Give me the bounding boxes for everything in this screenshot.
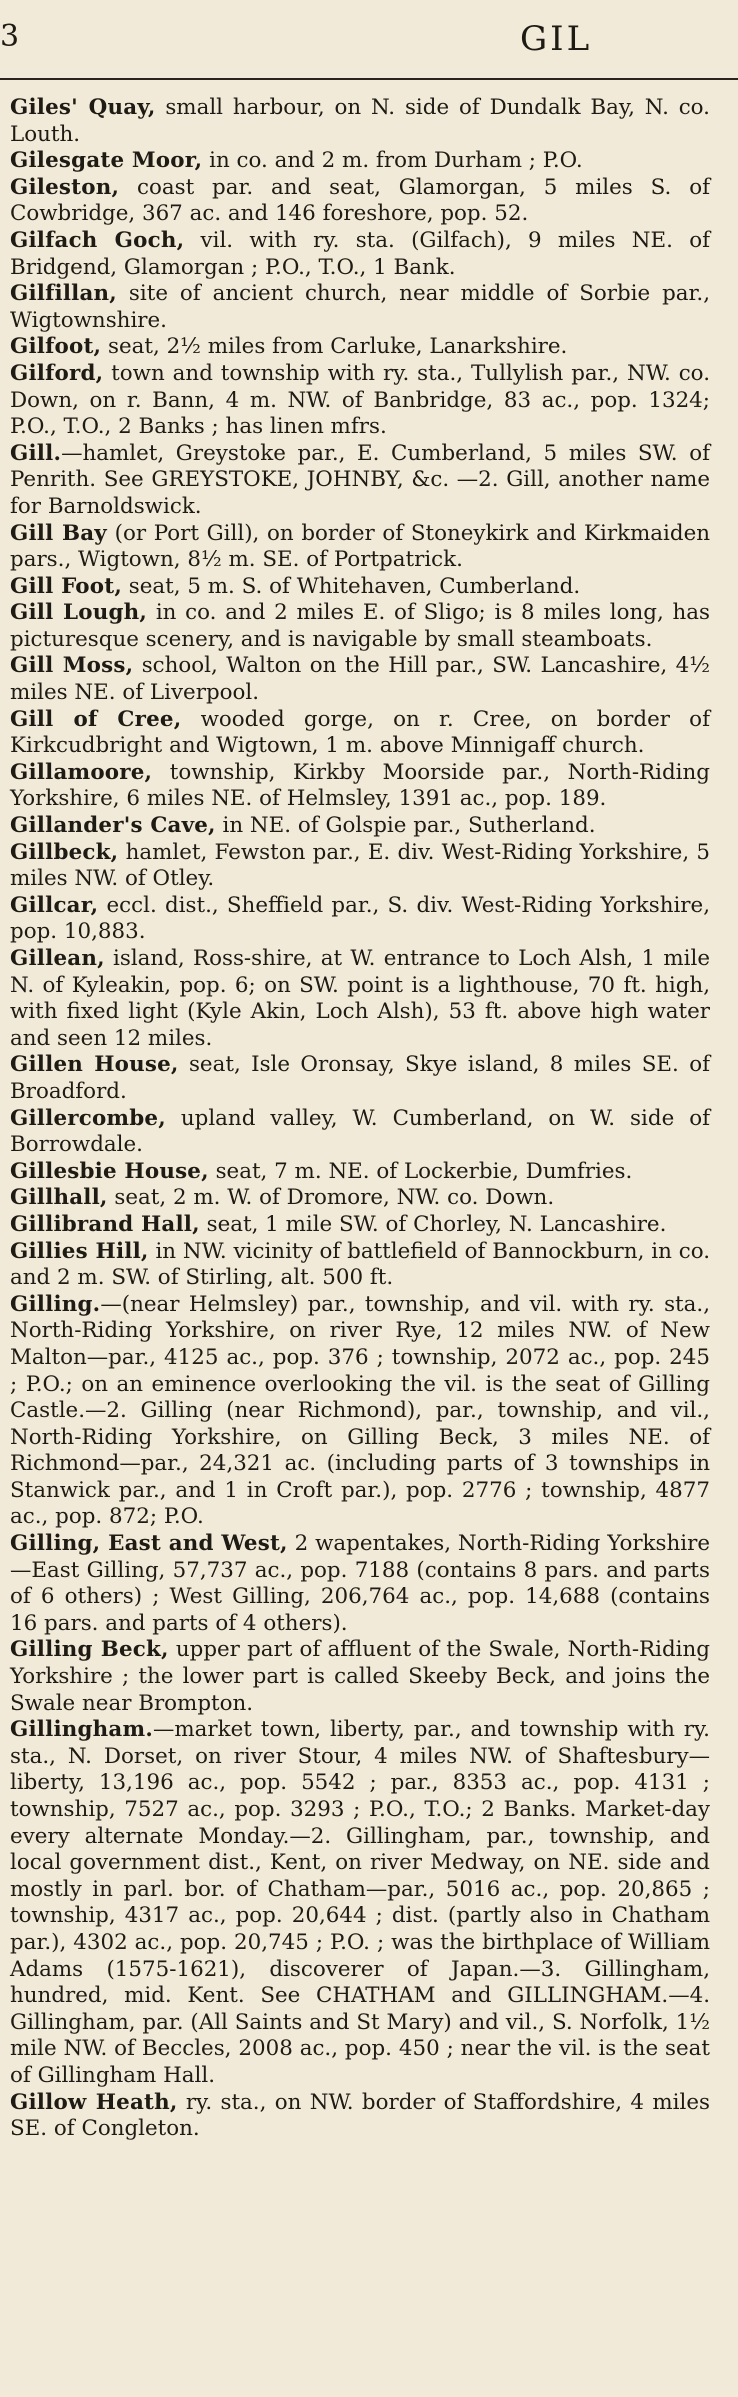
entry-headword: Gillow Heath, xyxy=(10,2089,178,2115)
entry-headword: Gilling. xyxy=(10,1291,101,1317)
entry-text: eccl. dist., Sheffield par., S. div. West-Riding Yorkshire, pop. 10,883. xyxy=(10,892,710,945)
entry xyxy=(10,760,710,813)
entry xyxy=(10,2090,710,2143)
entry-text: —market town, liberty, par., and township with ry. sta., N. Dorset, on river Stour, 4 miles NW. of Shaftesbury—liberty, 13,196 ac., pop. 5542 ; par., 8353 ac., pop. 4131 ; township, 7527 ac., pop. 3293 ; P.O., T.O.; 2 Banks. Market-day every alternate Monday.—2. Gillingham, par., township, and local government dist., Kent, on river Medway, on NE. side and mostly in parl. bor. of Chatham—par., 5016 ac., pop. 20,865 ; township, 4317 ac., pop. 20,644 ; dist. (partly also in Chatham par.), 4302 ac., pop. 20,745 ; P.O. ; was the birthplace of William Adams (1575-1621), discoverer of Japan.—3. Gillingham, hundred, mid. Kent. See CHATHAM and GILLINGHAM.—4. Gillingham, par. (All Saints and St Mary) and vil., S. Norfolk, 1½ mile NW. of Beccles, 2008 ac., pop. 450 ; near the vil. is the seat of Gillingham Hall. xyxy=(10,1717,710,2088)
entry-headword: Gillhall, xyxy=(10,1185,108,1211)
entry-headword: Gilford, xyxy=(10,360,104,386)
entry-text: coast par. and seat, Glamorgan, 5 miles S. of Cowbridge, 367 ac. and 146 foreshore, pop. 52. xyxy=(10,174,710,227)
entry xyxy=(10,1637,710,1717)
entry-text: upland valley, W. Cumberland, on W. side of Borrowdale. xyxy=(10,1105,710,1158)
entry xyxy=(10,228,710,281)
entry-text: 2 wapentakes, North-Riding Yorkshire—East Gilling, 57,737 ac., pop. 7188 (contains 8 pars. and parts of 6 others) ; West Gilling, 206,764 ac., pop. 14,688 (contains 16 pars. and parts of 4 others). xyxy=(10,1531,711,1636)
entry-text: wooded gorge, on r. Cree, on border of Kirkcudbright and Wigtown, 1 m. above Minnigaff church. xyxy=(10,706,710,759)
entry-text: township, Kirkby Moorside par., North-Riding Yorkshire, 6 miles NE. of Helmsley, 1391 ac., pop. 189. xyxy=(10,759,710,812)
entry-headword: Gillibrand Hall, xyxy=(10,1211,200,1237)
header-rule xyxy=(0,78,738,80)
entry-text: school, Walton on the Hill par., SW. Lancashire, 4½ miles NE. of Liverpool. xyxy=(10,653,710,706)
entry xyxy=(10,574,710,601)
running-head: GIL xyxy=(520,19,593,59)
entry-text: seat, 2 m. W. of Dromore, NW. co. Down. xyxy=(107,1185,555,1211)
entry-headword: Gill Moss, xyxy=(10,653,134,679)
entry xyxy=(10,600,710,653)
entry-headword: Gill Bay xyxy=(10,520,107,546)
entry-text: in co. and 2 miles E. of Sligo; is 8 miles long, has picturesque scenery, and is navigable by small steamboats. xyxy=(10,600,710,652)
entry xyxy=(10,1052,710,1105)
entry xyxy=(10,1185,710,1212)
entry-text: small harbour, on N. side of Dundalk Bay, N. co. Louth. xyxy=(10,95,710,147)
entry xyxy=(10,441,710,521)
entry-headword: Gillies Hill, xyxy=(10,1238,149,1264)
entry-headword: Gilfillan, xyxy=(10,281,117,307)
entry-text: site of ancient church, near middle of Sorbie par., Wigtownshire. xyxy=(10,281,710,333)
entry xyxy=(10,1106,710,1159)
entry-headword: Gill of Cree, xyxy=(10,706,182,732)
entry-headword: Gill Foot, xyxy=(10,573,122,599)
page-number: 3 xyxy=(0,19,20,54)
entry-text: in NE. of Golspie par., Sutherland. xyxy=(215,813,596,839)
entry-headword: Gill. xyxy=(10,440,62,466)
entry-headword: Gillingham. xyxy=(10,1717,153,1743)
gazetteer-entries xyxy=(10,95,710,2143)
entry-text: island, Ross-shire, at W. entrance to Loch Alsh, 1 mile N. of Kyleakin, pop. 6; on SW. point is a lighthouse, 70 ft. high, with fixed light (Kyle Akin, Loch Alsh), 53 ft. above high water and seen 12 miles. xyxy=(10,946,710,1051)
entry xyxy=(10,893,710,946)
entry xyxy=(10,840,710,893)
entry-text: —hamlet, Greystoke par., E. Cumberland, 5 miles SW. of Penrith. See GREYSTOKE, JOHNBY, &c. —2. Gill, another name for Barnoldswick. xyxy=(10,440,710,519)
entry xyxy=(10,813,710,840)
entry xyxy=(10,95,710,148)
entry-text: vil. with ry. sta. (Gilfach), 9 miles NE. of Bridgend, Glamorgan ; P.O., T.O., 1 Bank. xyxy=(10,227,710,280)
entry-text: hamlet, Fewston par., E. div. West-Riding Yorkshire, 5 miles NW. of Otley. xyxy=(10,839,710,892)
entry-headword: Gileston, xyxy=(10,174,120,200)
entry-text: in NW. vicinity of battlefield of Bannockburn, in co. and 2 m. SW. of Stirling, alt. 500 ft. xyxy=(10,1238,710,1291)
entry-headword: Gilfach Goch, xyxy=(10,227,185,253)
page-header xyxy=(0,0,738,88)
entry-headword: Gill Lough, xyxy=(10,600,148,626)
entry-text: seat, 7 m. NE. of Lockerbie, Dumfries. xyxy=(208,1158,633,1184)
entry xyxy=(10,1531,710,1637)
entry-headword: Gillcar, xyxy=(10,892,99,918)
entry-text: in co. and 2 m. from Durham ; P.O. xyxy=(202,148,583,174)
entry xyxy=(10,281,710,334)
entry xyxy=(10,1292,710,1531)
entry-headword: Gillean, xyxy=(10,946,105,971)
entry-headword: Gilesgate Moor, xyxy=(10,148,203,174)
entry-text: town and township with ry. sta., Tullylish par., NW. co. Down, on r. Bann, 4 m. NW. of Banbridge, 83 ac., pop. 1324; P.O., T.O., 2 Banks ; has linen mfrs. xyxy=(10,360,710,440)
entry-headword: Giles' Quay, xyxy=(10,95,156,120)
entry-headword: Gillander's Cave, xyxy=(10,813,216,839)
entry xyxy=(10,175,710,228)
entry xyxy=(10,148,710,175)
entry-text: upper part of affluent of the Swale, North-Riding Yorkshire ; the lower part is called Skeeby Beck, and joins the Swale near Brompton. xyxy=(10,1637,710,1716)
entry xyxy=(10,1239,710,1292)
entry xyxy=(10,1717,710,2089)
entry-text: seat, 5 m. S. of Whitehaven, Cumberland. xyxy=(121,573,581,599)
entry xyxy=(10,334,710,361)
entry-headword: Gillbeck, xyxy=(10,839,119,865)
entry-headword: Gillesbie House, xyxy=(10,1158,209,1184)
entry-text: seat, 1 mile SW. of Chorley, N. Lancashire. xyxy=(199,1211,667,1237)
entry xyxy=(10,653,710,706)
entry xyxy=(10,1212,710,1239)
entry-text: ry. sta., on NW. border of Staffordshire, 4 miles SE. of Congleton. xyxy=(10,2089,710,2142)
entry-text: —(near Helmsley) par., township, and vil. with ry. sta., North-Riding Yorkshire, on river Rye, 12 miles NW. of New Malton—par., 4125 ac., pop. 376 ; township, 2072 ac., pop. 245 ; P.O.; on an eminence overlooking the vil. is the seat of Gilling Castle.—2. Gilling (near Richmond), par., township, and vil., North-Riding Yorkshire, on Gilling Beck, 3 miles NE. of Richmond—par., 24,321 ac. (including parts of 3 townships in Stanwick par., and 1 in Croft par.), pop. 2776 ; township, 4877 ac., pop. 872; P.O. xyxy=(10,1291,710,1530)
entry-text: seat, Isle Oronsay, Skye island, 8 miles SE. of Broadford. xyxy=(10,1052,711,1104)
entry xyxy=(10,521,710,574)
entry xyxy=(10,946,710,1052)
entry-headword: Gillen House, xyxy=(10,1052,179,1078)
entry xyxy=(10,1159,710,1186)
entry-text: seat, 2½ miles from Carluke, Lanarkshire. xyxy=(101,334,568,360)
entry-headword: Gilling Beck, xyxy=(10,1637,169,1663)
entry-headword: Gillamoore, xyxy=(10,759,153,785)
entry-headword: Gilfoot, xyxy=(10,334,102,360)
entry-headword: Gillercombe, xyxy=(10,1105,166,1131)
entry xyxy=(10,707,710,760)
entry xyxy=(10,361,710,441)
entry-headword: Gilling, East and West, xyxy=(10,1531,288,1557)
entry-text: (or Port Gill), on border of Stoneykirk and Kirkmaiden pars., Wigtown, 8½ m. SE. of Portpatrick. xyxy=(10,520,711,573)
